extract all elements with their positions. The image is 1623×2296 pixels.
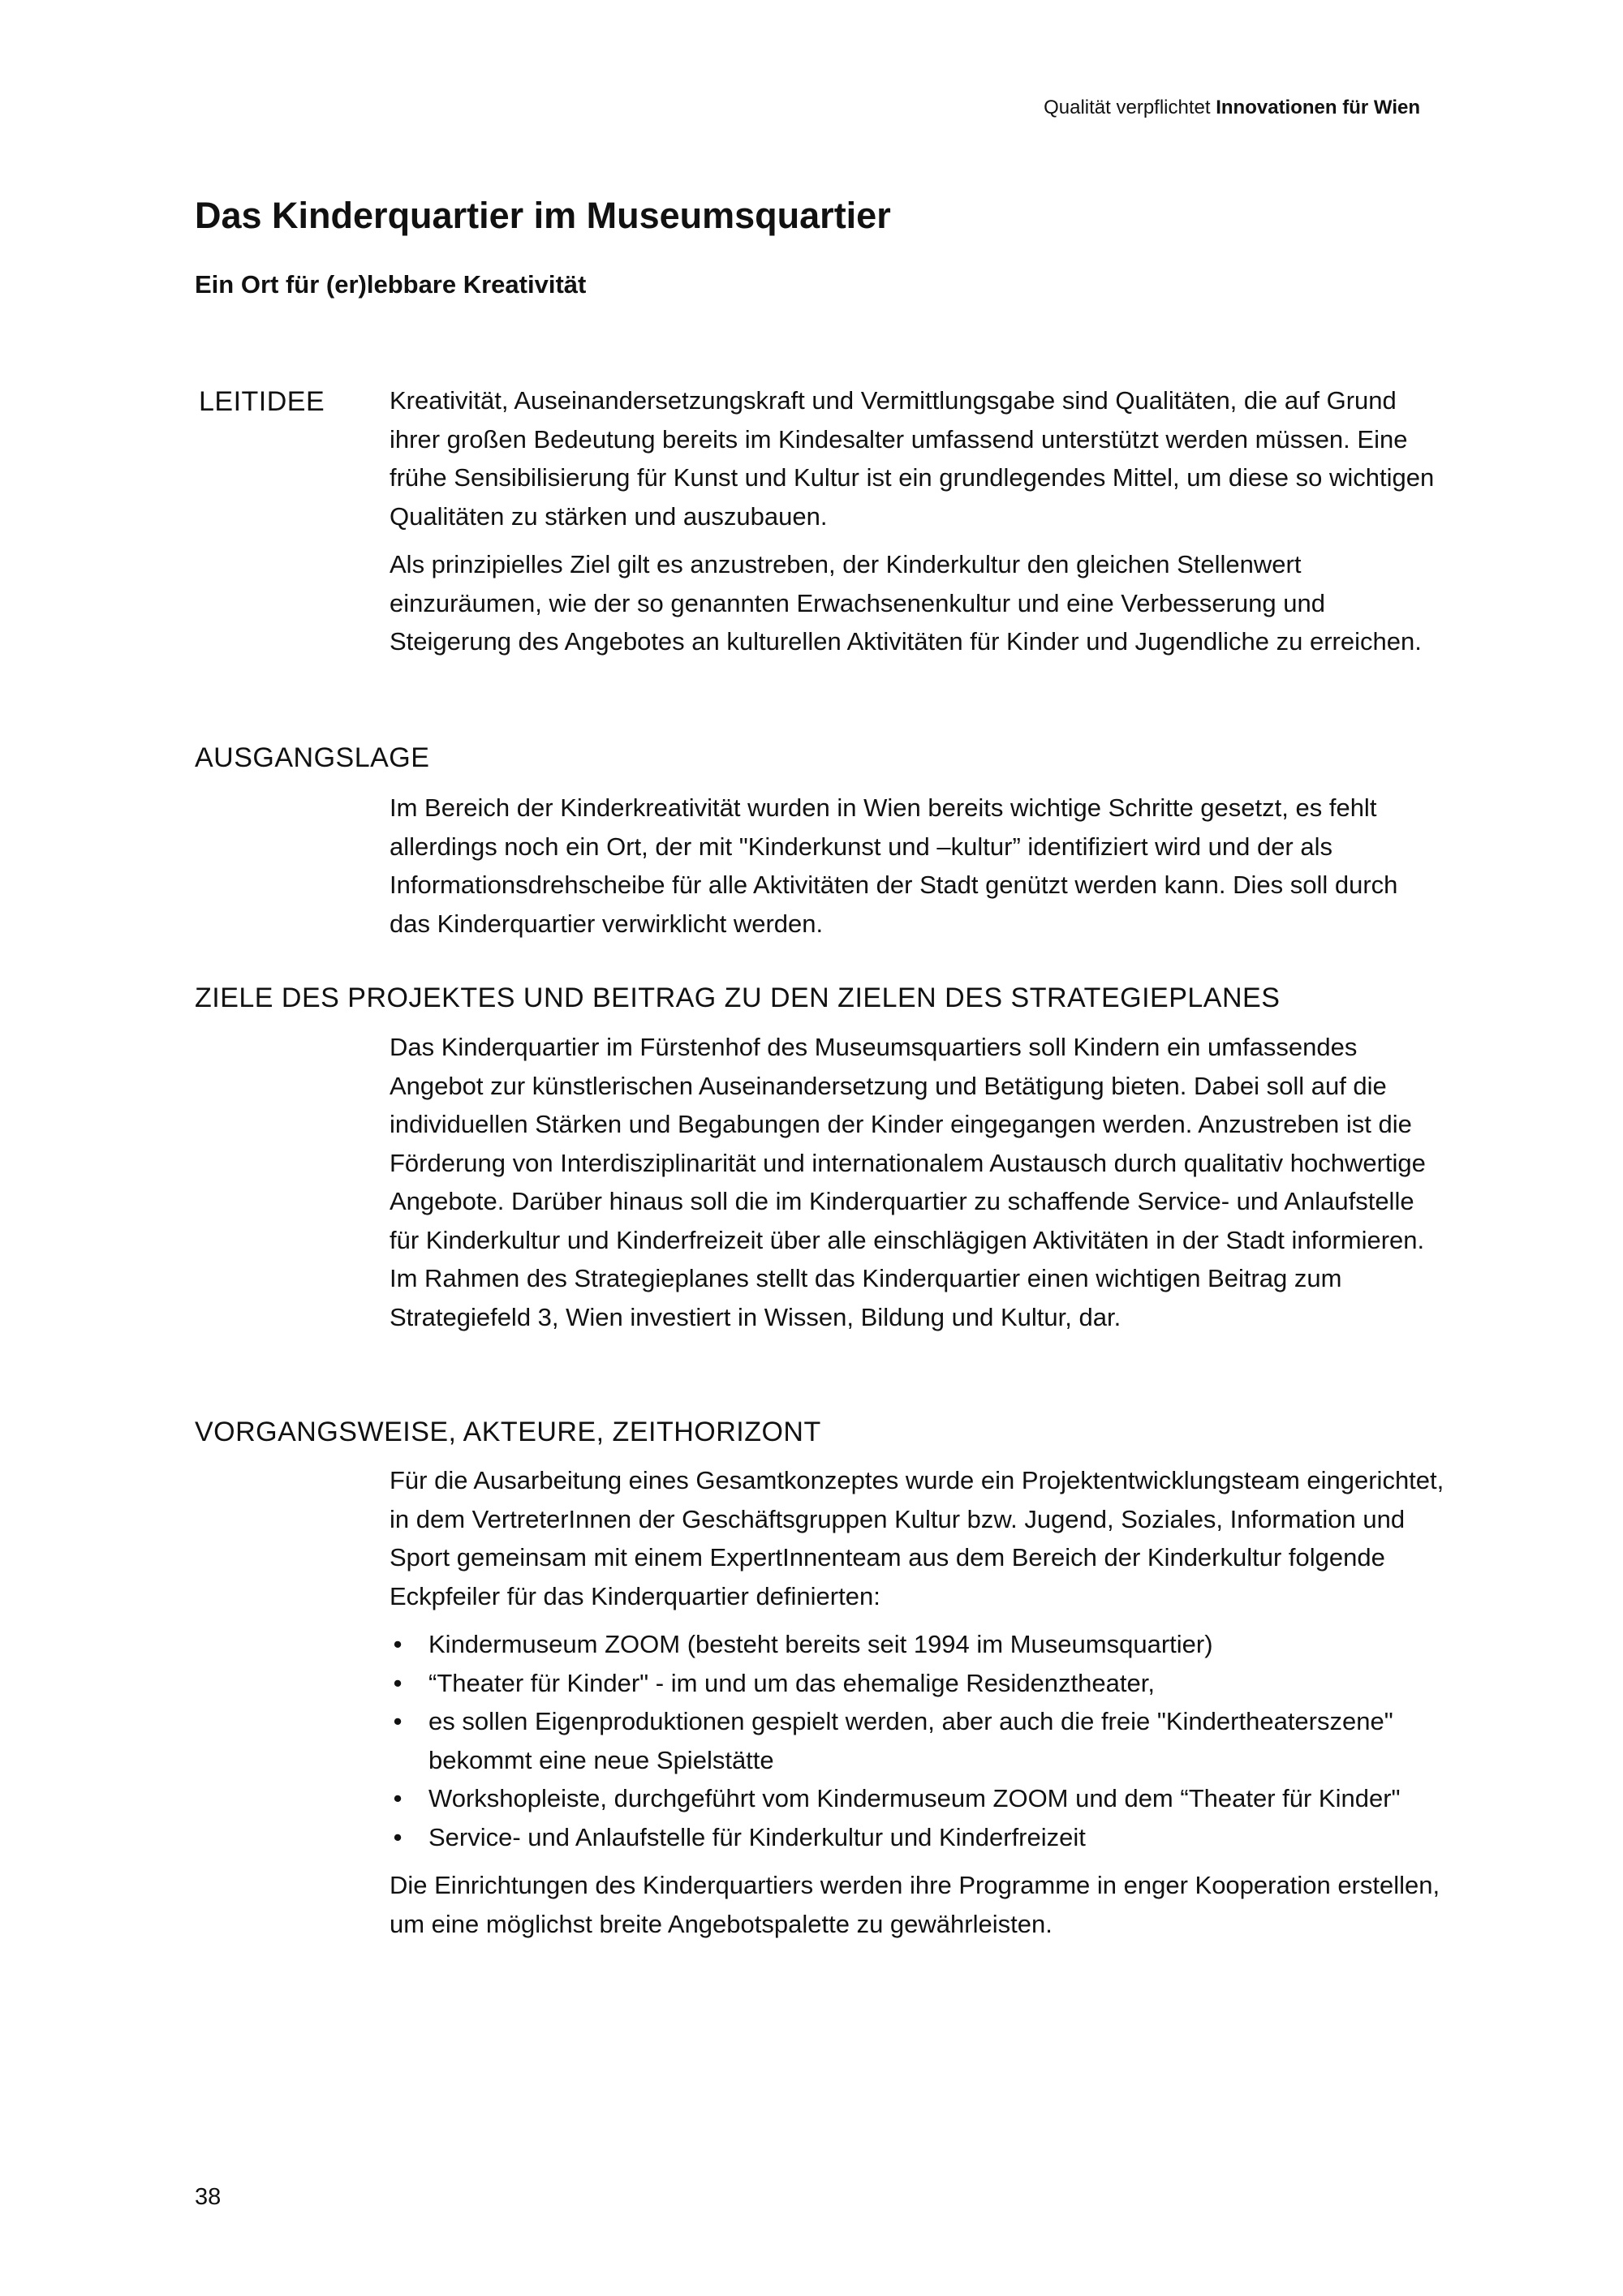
list-item [390, 1779, 1444, 1818]
list-item-text: Workshopleiste, durchgeführt vom Kindermuseum ZOOM und dem “Theater für Kinder" [428, 1784, 1401, 1812]
eckpfeiler-list [390, 1625, 1444, 1856]
vorgangsweise-body [390, 1461, 1444, 1943]
vorgangsweise-intro: Für die Ausarbeitung eines Gesamtkonzeptes wurde ein Projektentwicklungsteam eingerichtet, in dem VertreterInnen der Geschäftsgruppen Kultur bzw. Jugend, Soziales, Information und Sport gemeinsam mit einem ExpertInnenteam aus dem Bereich der Kinderkultur folgende Eckpfeiler für das Kinderquartier definierten: [390, 1466, 1444, 1610]
page-number: 38 [195, 2184, 222, 2210]
ziele-body [390, 1028, 1444, 1336]
leitidee-paragraph-1: Kreativität, Auseinandersetzungskraft und Vermittlungsgabe sind Qualitäten, die auf Grund ihrer großen Bedeutung bereits im Kindesalter umfassend unterstützt werden müssen. Eine frühe Sensibilisierung für Kunst und Kultur ist ein grundlegendes Mittel, um diese so wichtigen Qualitäten zu stärken und auszubauen. [390, 386, 1435, 531]
bullet-icon: • [393, 1630, 403, 1658]
list-item-text: es sollen Eigenproduktionen gespielt werden, aber auch die freie "Kindertheaterszene" bekommt eine neue Spielstätte [428, 1707, 1393, 1774]
bullet-icon: • [393, 1707, 403, 1735]
page-title: Das Kinderquartier im Museumsquartier [195, 195, 891, 236]
list-item-text: “Theater für Kinder" - im und um das ehemalige Residenztheater, [428, 1668, 1155, 1697]
bullet-icon: • [393, 1784, 403, 1812]
vorgangsweise-heading: VORGANGSWEISE, AKTEURE, ZEITHORIZONT [195, 1417, 821, 1447]
bullet-icon: • [393, 1822, 403, 1851]
list-item-text: Kindermuseum ZOOM (besteht bereits seit 1994 im Museumsquartier) [428, 1630, 1213, 1658]
vorgangsweise-outro: Die Einrichtungen des Kinderquartiers werden ihre Programme in enger Kooperation erstellen, um eine möglichst breite Angebotspalette zu gewährleisten. [390, 1871, 1440, 1938]
leitidee-body [390, 381, 1444, 661]
list-item-text: Service- und Anlaufstelle für Kinderkultur und Kinderfreizeit [428, 1822, 1086, 1851]
leitidee-paragraph-2: Als prinzipielles Ziel gilt es anzustreben, der Kinderkultur den gleichen Stellenwert einzuräumen, wie der so genannten Erwachsenenkultur und eine Verbesserung und Steigerung des Angebotes an kulturellen Aktivitäten für Kinder und Jugendliche zu erreichen. [390, 550, 1422, 656]
ausgangslage-body [390, 789, 1444, 943]
ausgangslage-paragraph-1: Im Bereich der Kinderkreativität wurden in Wien bereits wichtige Schritte gesetzt, es fehlt allerdings noch ein Ort, der mit "Kinderkunst und –kultur” identifiziert wird und der als Informationsdrehscheibe für alle Aktivitäten der Stadt genützt werden kann. Dies soll durch das Kinderquartier verwirklicht werden. [390, 793, 1398, 938]
page-subtitle: Ein Ort für (er)lebbare Kreativität [195, 270, 587, 299]
running-header [1044, 96, 1420, 120]
list-item [390, 1664, 1444, 1703]
bullet-icon: • [393, 1668, 403, 1697]
ausgangslage-heading: AUSGANGSLAGE [195, 742, 430, 773]
ziele-paragraph-2: Im Rahmen des Strategieplanes stellt das Kinderquartier einen wichtigen Beitrag zum Strategiefeld 3, Wien investiert in Wissen, Bildung und Kultur, dar. [390, 1264, 1342, 1331]
leitidee-heading: LEITIDEE [199, 386, 325, 417]
list-item [390, 1625, 1444, 1664]
list-item [390, 1818, 1444, 1857]
ziele-heading: ZIELE DES PROJEKTES UND BEITRAG ZU DEN ZIELEN DES STRATEGIEPLANES [195, 982, 1281, 1013]
list-item [390, 1702, 1444, 1779]
running-header-prefix: Qualität verpflichtet [1044, 97, 1211, 118]
running-header-bold: Innovationen für Wien [1216, 97, 1420, 118]
ziele-paragraph-1: Das Kinderquartier im Fürstenhof des Museumsquartiers soll Kindern ein umfassendes Angebot zur künstlerischen Auseinandersetzung und Betätigung bieten. Dabei soll auf die individuellen Stärken und Begabungen der Kinder eingegangen werden. Anzustreben ist die Förderung von Interdisziplinarität und internationalem Austausch durch qualitativ hochwertige Angebote. Darüber hinaus soll die im Kinderquartier zu schaffende Service- und Anlaufstelle für Kinderkultur und Kinderfreizeit über alle einschlägigen Aktivitäten in der Stadt informieren. [390, 1033, 1426, 1254]
